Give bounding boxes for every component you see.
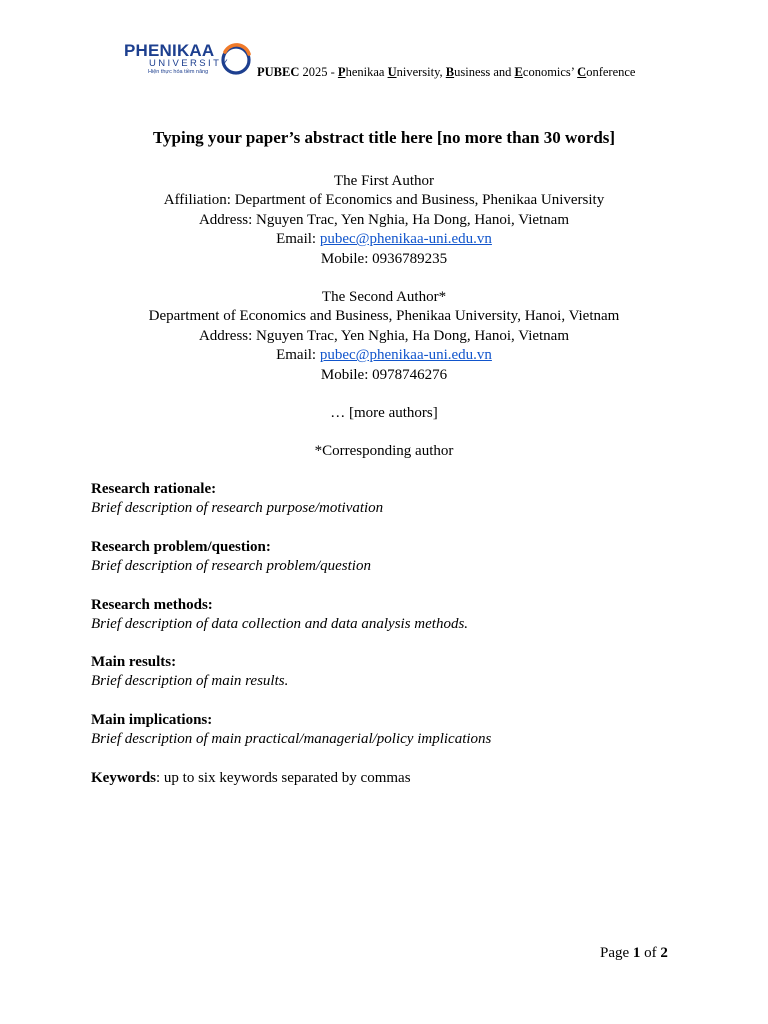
conf-initial: C [577,65,587,79]
email-link[interactable]: pubec@phenikaa-uni.edu.vn [319,347,492,364]
keywords-text: : up to six keywords separated by commas [156,770,411,786]
corresponding-note: *Corresponding author [314,443,454,459]
conf-initial: U [387,65,397,79]
section-description: Brief description of main practical/managerial/policy implications [91,731,492,748]
section-main-results [91,653,711,692]
page-header [122,40,662,82]
author-name: The First Author [334,173,434,189]
section-heading: Research rationale: [91,481,217,497]
logo-subtitle: UNIVERSITY [149,58,231,69]
conf-initial: P [337,65,346,79]
author-affiliation: Affiliation: Department of Economics and Business, Phenikaa University [163,192,605,209]
section-main-implications [91,711,711,750]
current-page: 1 [632,945,641,961]
author-mobile: Mobile: 0978746276 [320,366,448,383]
conf-word: usiness and [454,65,515,79]
conf-word: conomics’ [522,65,578,79]
page-word: Page [600,945,633,961]
author-address: Address: Nguyen Trac, Yen Nghia, Ha Dong, Hanoi, Vietnam [198,211,570,228]
second-author-block [0,288,768,385]
logo-ring-icon [219,42,253,76]
section-description: Brief description of research purpose/motivation [91,500,384,517]
conf-initial: B [445,65,455,79]
keywords-line [91,769,711,788]
email-label: Email: [276,347,320,364]
section-heading: Main implications: [91,712,213,728]
first-author-block [0,172,768,269]
author-mobile: Mobile: 0936789235 [320,250,448,267]
conference-abbr: PUBEC [257,65,300,79]
author-address: Address: Nguyen Trac, Yen Nghia, Ha Dong, Hanoi, Vietnam [198,327,570,344]
conference-line [257,65,635,80]
conf-word: niversity, [396,65,446,79]
conference-year: 2025 - [299,65,338,79]
section-description: Brief description of data collection and data analysis methods. [91,616,469,633]
paper-title: Typing your paper’s abstract title here [no more than 30 words] [152,128,616,147]
logo-tagline: Hiện thực hóa tiềm năng [148,69,209,75]
university-logo [122,40,254,80]
author-affiliation: Department of Economics and Business, Phenikaa University, Hanoi, Vietnam [148,308,620,325]
section-research-rationale [91,480,711,519]
section-research-problem [91,538,711,577]
total-pages: 2 [660,945,668,961]
section-research-methods [91,596,711,635]
keywords-label: Keywords [91,770,156,786]
page-number [600,945,668,962]
author-email-line [0,230,768,249]
more-authors: … [more authors] [330,405,438,421]
conf-initial: E [514,65,523,79]
author-email-line [0,346,768,365]
section-description: Brief description of research problem/question [91,558,371,575]
email-link[interactable]: pubec@phenikaa-uni.edu.vn [319,231,492,248]
conf-word: onference [586,65,636,79]
section-description: Brief description of main results. [91,673,289,690]
of-word: of [640,945,661,961]
email-label: Email: [276,231,320,248]
logo-wordmark: PHENIKAA [124,41,215,60]
author-name: The Second Author* [321,289,447,305]
conf-word: henikaa [345,65,388,79]
section-heading: Research problem/question: [91,539,271,555]
section-heading: Research methods: [91,597,213,613]
section-heading: Main results: [91,654,177,670]
